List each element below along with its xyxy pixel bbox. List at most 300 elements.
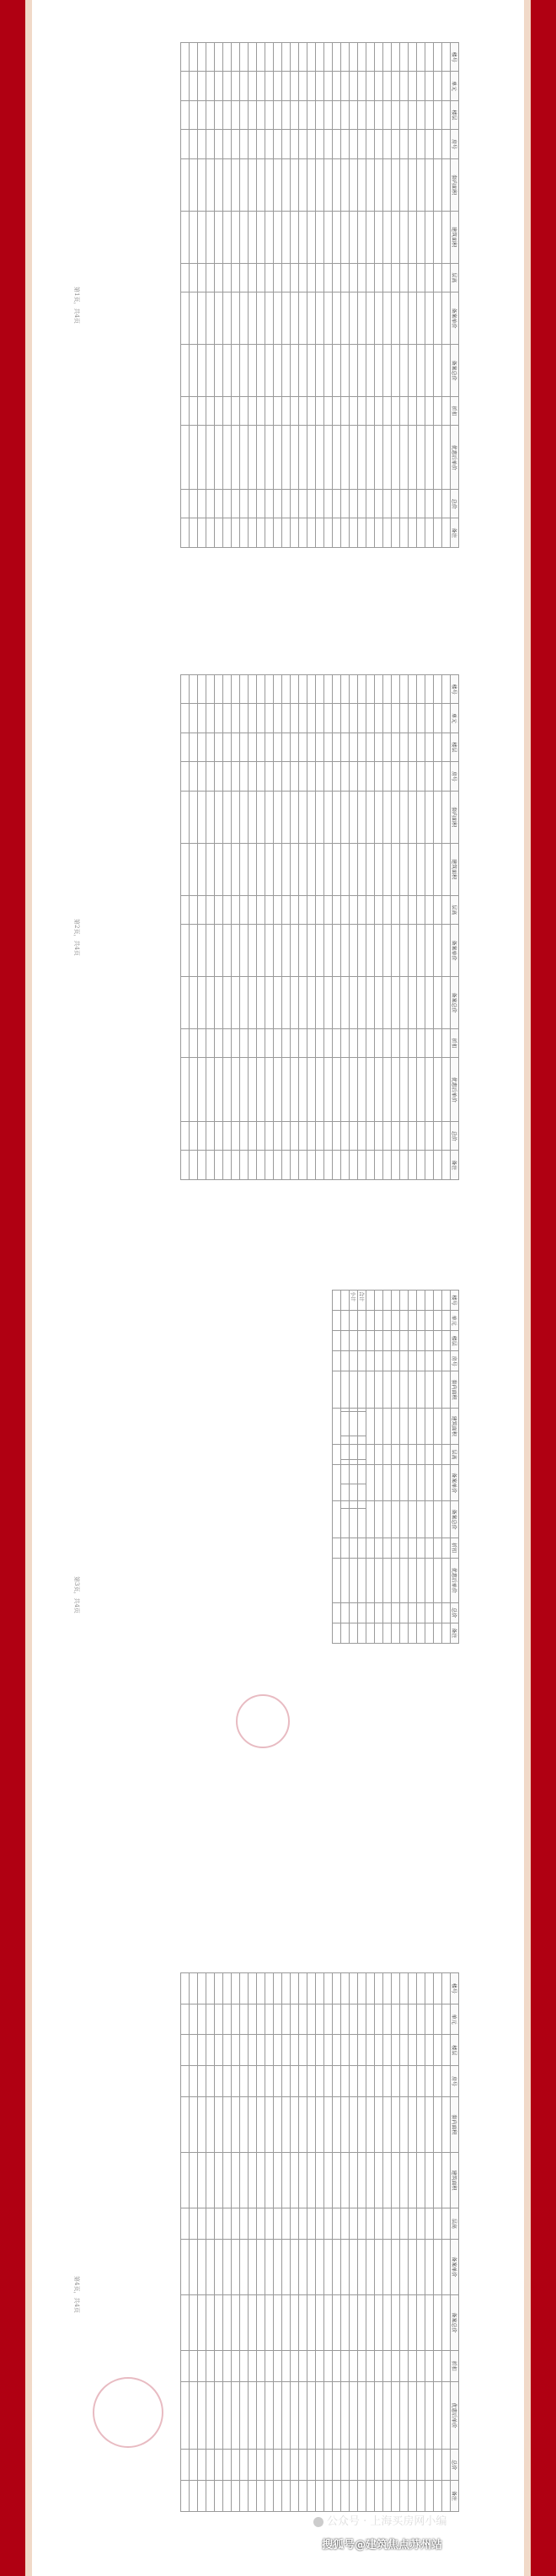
table-cell bbox=[257, 130, 265, 158]
table-cell bbox=[375, 344, 383, 396]
table-cell bbox=[324, 976, 333, 1028]
table-cell bbox=[274, 292, 282, 345]
table-cell bbox=[324, 2066, 333, 2097]
table-cell bbox=[215, 675, 223, 704]
table-cell bbox=[249, 426, 257, 490]
table-cell bbox=[299, 426, 307, 490]
table-cell bbox=[409, 791, 417, 843]
table-cell bbox=[417, 1291, 425, 1311]
table-row bbox=[257, 675, 265, 1180]
table-cell bbox=[249, 925, 257, 977]
table-cell bbox=[232, 2066, 240, 2097]
table-cell bbox=[291, 2066, 299, 2097]
table-header-cell: 房号 bbox=[451, 1351, 459, 1371]
table-cell bbox=[324, 344, 333, 396]
table-cell bbox=[316, 426, 324, 490]
table-cell bbox=[434, 2096, 442, 2152]
table-cell bbox=[350, 130, 358, 158]
table-header-cell: 总价 bbox=[451, 1602, 459, 1623]
table-cell bbox=[190, 396, 198, 425]
table-cell bbox=[442, 976, 451, 1028]
table-cell bbox=[341, 2035, 350, 2066]
table-cell bbox=[392, 1538, 400, 1558]
table-cell bbox=[350, 43, 358, 72]
left-red-border bbox=[0, 0, 25, 2576]
table-cell bbox=[282, 733, 291, 761]
table-cell bbox=[350, 762, 358, 791]
table-cell bbox=[316, 344, 324, 396]
table-cell bbox=[434, 43, 442, 72]
table-cell bbox=[223, 2450, 232, 2481]
table-cell bbox=[392, 2066, 400, 2097]
table-cell bbox=[425, 344, 434, 396]
table-cell bbox=[249, 675, 257, 704]
table-cell bbox=[341, 1602, 350, 1623]
table-cell bbox=[265, 976, 274, 1028]
table-cell bbox=[257, 426, 265, 490]
table-cell bbox=[265, 2004, 274, 2035]
table-cell bbox=[274, 100, 282, 129]
table-cell bbox=[425, 1501, 434, 1538]
table-cell bbox=[366, 1122, 375, 1151]
table-cell bbox=[358, 895, 366, 924]
table-cell bbox=[206, 762, 215, 791]
table-cell bbox=[299, 925, 307, 977]
table-cell bbox=[206, 976, 215, 1028]
table-cell bbox=[442, 1444, 451, 1464]
table-cell bbox=[274, 843, 282, 895]
table-cell bbox=[392, 2208, 400, 2240]
table-cell bbox=[358, 396, 366, 425]
table-cell bbox=[324, 925, 333, 977]
table-cell bbox=[265, 426, 274, 490]
table-cell bbox=[249, 2035, 257, 2066]
table-cell bbox=[358, 2035, 366, 2066]
table-cell bbox=[350, 344, 358, 396]
table-cell bbox=[400, 843, 409, 895]
table-cell bbox=[375, 100, 383, 129]
table-cell bbox=[392, 396, 400, 425]
table-cell bbox=[375, 2239, 383, 2294]
table-cell bbox=[400, 704, 409, 733]
table-cell bbox=[383, 396, 392, 425]
table-cell bbox=[299, 2152, 307, 2208]
table-cell bbox=[383, 895, 392, 924]
table-cell bbox=[442, 1973, 451, 2004]
table-header-cell: 折扣 bbox=[451, 1538, 459, 1558]
table-cell bbox=[215, 396, 223, 425]
table-cell bbox=[181, 518, 190, 548]
table-cell bbox=[375, 1311, 383, 1331]
table-cell bbox=[307, 2350, 316, 2381]
table-cell bbox=[198, 43, 206, 72]
table-cell bbox=[333, 292, 341, 345]
table-cell bbox=[299, 762, 307, 791]
table-cell bbox=[400, 2294, 409, 2350]
page-label-1: 第1页，共4页 bbox=[73, 287, 80, 324]
table-cell bbox=[400, 1623, 409, 1643]
table-cell bbox=[392, 130, 400, 158]
table-cell bbox=[307, 2208, 316, 2240]
table-cell bbox=[249, 211, 257, 263]
table-cell bbox=[181, 344, 190, 396]
table-cell bbox=[392, 72, 400, 100]
table-cell bbox=[383, 675, 392, 704]
table-cell bbox=[409, 1501, 417, 1538]
table-cell bbox=[307, 1151, 316, 1180]
table-cell bbox=[316, 762, 324, 791]
table-cell bbox=[282, 426, 291, 490]
table-cell bbox=[316, 733, 324, 761]
table-cell bbox=[206, 675, 215, 704]
table-cell bbox=[417, 843, 425, 895]
table-cell bbox=[333, 1151, 341, 1180]
table-cell bbox=[181, 976, 190, 1028]
table-cell bbox=[434, 490, 442, 518]
table-cell bbox=[409, 675, 417, 704]
table-cell bbox=[240, 1973, 249, 2004]
table-cell bbox=[366, 72, 375, 100]
table-cell bbox=[316, 1028, 324, 1057]
table-cell bbox=[181, 895, 190, 924]
table-row bbox=[291, 1973, 299, 2512]
table-cell bbox=[417, 130, 425, 158]
table-cell bbox=[274, 704, 282, 733]
table-cell bbox=[341, 895, 350, 924]
right-inner-stripe bbox=[524, 0, 531, 2576]
table-row bbox=[366, 675, 375, 1180]
table-cell bbox=[383, 1973, 392, 2004]
table-cell bbox=[425, 43, 434, 72]
table-cell bbox=[257, 762, 265, 791]
table-row bbox=[358, 43, 366, 548]
table-cell bbox=[316, 292, 324, 345]
document-page-3 bbox=[73, 1290, 463, 1880]
table-row bbox=[409, 1291, 417, 1644]
table-cell bbox=[333, 344, 341, 396]
table-cell bbox=[409, 2239, 417, 2294]
table-row bbox=[341, 1291, 350, 1509]
watermark-bottom: 搜狐号@建筑焦点苏州站 bbox=[322, 2539, 443, 2552]
table-cell bbox=[206, 895, 215, 924]
table-cell bbox=[392, 43, 400, 72]
table-cell bbox=[282, 100, 291, 129]
table-cell bbox=[434, 1371, 442, 1408]
table-cell bbox=[282, 1151, 291, 1180]
table-cell bbox=[223, 2381, 232, 2450]
table-row bbox=[291, 43, 299, 548]
table-cell bbox=[442, 895, 451, 924]
table-cell bbox=[299, 843, 307, 895]
table-cell bbox=[299, 211, 307, 263]
table-cell bbox=[232, 158, 240, 211]
table-cell bbox=[442, 1408, 451, 1444]
table-cell bbox=[417, 791, 425, 843]
table-cell bbox=[274, 2096, 282, 2152]
table-cell bbox=[333, 1291, 341, 1311]
table-cell bbox=[358, 1028, 366, 1057]
table-cell bbox=[291, 1151, 299, 1180]
wechat-icon bbox=[313, 2517, 323, 2527]
table-cell bbox=[223, 2481, 232, 2512]
table-cell bbox=[307, 2035, 316, 2066]
table-cell bbox=[206, 292, 215, 345]
table-cell bbox=[215, 344, 223, 396]
table-cell bbox=[358, 2350, 366, 2381]
table-row bbox=[215, 675, 223, 1180]
table-row bbox=[206, 675, 215, 1180]
table-cell bbox=[223, 292, 232, 345]
table-cell bbox=[366, 158, 375, 211]
table-header-cell: 建筑面积 bbox=[451, 1408, 459, 1444]
table-cell bbox=[265, 158, 274, 211]
table-cell bbox=[425, 263, 434, 292]
table-header-cell: 层高 bbox=[451, 2208, 459, 2240]
table-cell bbox=[333, 895, 341, 924]
table-cell bbox=[366, 1331, 375, 1351]
table-cell bbox=[324, 2350, 333, 2381]
table-cell bbox=[223, 704, 232, 733]
table-cell bbox=[375, 130, 383, 158]
table-cell bbox=[307, 2450, 316, 2481]
table-cell bbox=[198, 762, 206, 791]
table-cell bbox=[324, 1028, 333, 1057]
table-cell bbox=[442, 675, 451, 704]
table-cell bbox=[282, 704, 291, 733]
table-cell bbox=[434, 518, 442, 548]
table-cell bbox=[215, 2381, 223, 2450]
table-cell bbox=[274, 2381, 282, 2450]
table-cell bbox=[240, 426, 249, 490]
table-cell bbox=[198, 2208, 206, 2240]
table-row bbox=[333, 675, 341, 1180]
table-cell bbox=[409, 396, 417, 425]
table-cell bbox=[434, 100, 442, 129]
table-cell bbox=[383, 43, 392, 72]
table-cell bbox=[425, 2208, 434, 2240]
table-cell bbox=[316, 2239, 324, 2294]
table-cell bbox=[316, 43, 324, 72]
table-header-cell: 套内面积 bbox=[451, 1371, 459, 1408]
table-cell bbox=[358, 2152, 366, 2208]
table-row bbox=[206, 43, 215, 548]
table-cell bbox=[324, 675, 333, 704]
table-cell bbox=[282, 2239, 291, 2294]
table-cell bbox=[282, 843, 291, 895]
table-cell bbox=[324, 490, 333, 518]
table-cell bbox=[383, 1538, 392, 1558]
table-cell bbox=[409, 2350, 417, 2381]
table-cell bbox=[190, 43, 198, 72]
table-cell bbox=[383, 2152, 392, 2208]
table-cell bbox=[350, 1623, 358, 1643]
table-cell bbox=[375, 2381, 383, 2450]
table-cell bbox=[333, 1408, 341, 1444]
table-cell bbox=[358, 2481, 366, 2512]
table-cell bbox=[442, 1602, 451, 1623]
table-cell bbox=[190, 344, 198, 396]
table-cell bbox=[442, 2066, 451, 2097]
table-cell bbox=[383, 2481, 392, 2512]
table-cell bbox=[181, 675, 190, 704]
table-cell bbox=[206, 2152, 215, 2208]
table-cell bbox=[366, 1371, 375, 1408]
table-row bbox=[232, 1973, 240, 2512]
table-cell bbox=[341, 1623, 350, 1643]
table-cell bbox=[417, 976, 425, 1028]
table-cell bbox=[274, 2294, 282, 2350]
table-header-cell: 楼层 bbox=[451, 733, 459, 761]
table-cell bbox=[417, 211, 425, 263]
table-cell bbox=[265, 1122, 274, 1151]
table-cell bbox=[223, 263, 232, 292]
table-cell bbox=[316, 130, 324, 158]
table-cell bbox=[417, 1058, 425, 1122]
table-cell bbox=[324, 762, 333, 791]
table-cell bbox=[282, 211, 291, 263]
table-cell bbox=[232, 791, 240, 843]
table-cell bbox=[282, 1122, 291, 1151]
table-cell bbox=[215, 1151, 223, 1180]
table-cell bbox=[425, 2096, 434, 2152]
table-cell bbox=[417, 1408, 425, 1444]
table-cell bbox=[206, 263, 215, 292]
table-row bbox=[375, 675, 383, 1180]
table-cell bbox=[274, 211, 282, 263]
table-cell bbox=[358, 1122, 366, 1151]
table-cell bbox=[291, 2004, 299, 2035]
table-cell bbox=[383, 733, 392, 761]
table-cell bbox=[282, 130, 291, 158]
table-cell bbox=[240, 2004, 249, 2035]
table-cell bbox=[324, 158, 333, 211]
table-cell bbox=[223, 396, 232, 425]
table-row bbox=[316, 1973, 324, 2512]
table-cell bbox=[425, 518, 434, 548]
table-cell bbox=[190, 2152, 198, 2208]
table-cell bbox=[190, 158, 198, 211]
table-cell bbox=[358, 43, 366, 72]
table-cell bbox=[341, 2450, 350, 2481]
table-cell bbox=[265, 100, 274, 129]
table-cell bbox=[341, 518, 350, 548]
table-cell bbox=[223, 1122, 232, 1151]
table-cell bbox=[282, 518, 291, 548]
table-cell bbox=[223, 490, 232, 518]
table-cell bbox=[350, 426, 358, 490]
table-row bbox=[392, 1291, 400, 1644]
table-cell bbox=[181, 72, 190, 100]
table-cell bbox=[181, 2004, 190, 2035]
table-cell bbox=[358, 158, 366, 211]
table-cell bbox=[291, 704, 299, 733]
table-cell bbox=[417, 1465, 425, 1501]
table-cell bbox=[375, 2096, 383, 2152]
table-cell bbox=[333, 2004, 341, 2035]
table-cell bbox=[392, 2481, 400, 2512]
table-cell bbox=[400, 1465, 409, 1501]
table-cell bbox=[333, 925, 341, 977]
table-cell bbox=[307, 1058, 316, 1122]
table-cell bbox=[392, 1151, 400, 1180]
table-row bbox=[375, 1973, 383, 2512]
right-red-border bbox=[531, 0, 556, 2576]
table-cell bbox=[249, 1028, 257, 1057]
table-cell bbox=[240, 2381, 249, 2450]
table-cell bbox=[206, 2450, 215, 2481]
table-cell bbox=[375, 675, 383, 704]
table-cell bbox=[400, 344, 409, 396]
table-cell bbox=[434, 344, 442, 396]
table-cell bbox=[358, 292, 366, 345]
table-cell bbox=[282, 976, 291, 1028]
table-cell bbox=[181, 2066, 190, 2097]
table-row bbox=[417, 1973, 425, 2512]
table-cell bbox=[291, 2096, 299, 2152]
table-cell bbox=[190, 2450, 198, 2481]
table-cell bbox=[417, 675, 425, 704]
table-cell bbox=[409, 2035, 417, 2066]
table-cell bbox=[232, 1058, 240, 1122]
table-cell bbox=[409, 2096, 417, 2152]
table-cell bbox=[181, 396, 190, 425]
table-row bbox=[198, 43, 206, 548]
table-cell bbox=[442, 762, 451, 791]
table-cell bbox=[257, 292, 265, 345]
table-cell bbox=[400, 72, 409, 100]
table-cell bbox=[240, 158, 249, 211]
table-cell bbox=[417, 490, 425, 518]
table-cell bbox=[417, 1501, 425, 1538]
table-cell bbox=[400, 292, 409, 345]
table-cell bbox=[232, 344, 240, 396]
table-row bbox=[442, 43, 451, 548]
table-cell bbox=[425, 843, 434, 895]
table-cell bbox=[282, 2381, 291, 2450]
table-header-row bbox=[451, 1973, 459, 2512]
table-cell bbox=[442, 2481, 451, 2512]
table-cell bbox=[434, 211, 442, 263]
table-cell bbox=[232, 2450, 240, 2481]
table-cell bbox=[299, 1058, 307, 1122]
table-cell bbox=[366, 1501, 375, 1538]
table-cell bbox=[366, 1465, 375, 1501]
table-cell bbox=[400, 2004, 409, 2035]
table-cell bbox=[409, 1538, 417, 1558]
table-cell bbox=[249, 1122, 257, 1151]
table-cell bbox=[206, 130, 215, 158]
table-cell bbox=[265, 2066, 274, 2097]
table-cell bbox=[366, 2208, 375, 2240]
table-cell bbox=[375, 976, 383, 1028]
table-row bbox=[307, 675, 316, 1180]
table-cell bbox=[434, 2066, 442, 2097]
table-cell bbox=[190, 1028, 198, 1057]
table-cell bbox=[358, 704, 366, 733]
table-cell bbox=[232, 1151, 240, 1180]
table-cell bbox=[181, 1973, 190, 2004]
table-cell bbox=[198, 518, 206, 548]
table-cell bbox=[341, 211, 350, 263]
table-cell bbox=[333, 158, 341, 211]
table-cell bbox=[190, 791, 198, 843]
table-cell bbox=[434, 292, 442, 345]
table-cell bbox=[333, 490, 341, 518]
table-cell bbox=[350, 976, 358, 1028]
table-cell bbox=[425, 704, 434, 733]
table-cell bbox=[400, 675, 409, 704]
table-cell bbox=[299, 72, 307, 100]
